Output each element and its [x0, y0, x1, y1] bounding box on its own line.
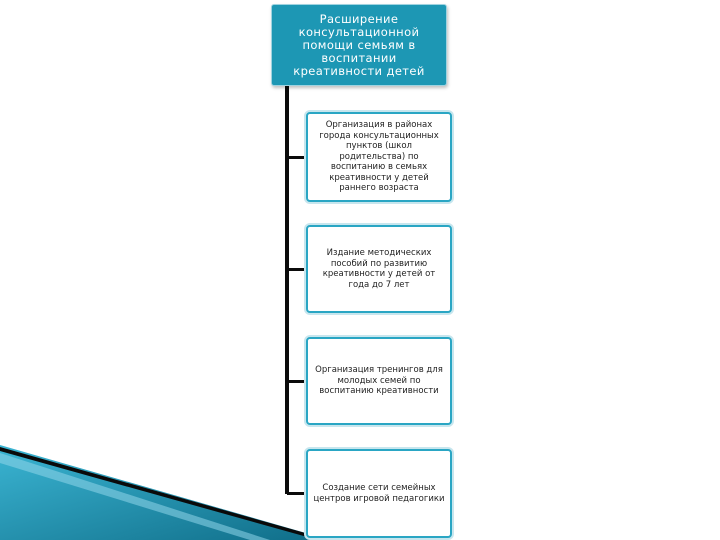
root-node-label: Расширение консультационной помощи семьям в воспитании креативности детей	[293, 11, 425, 78]
root-node	[271, 4, 447, 86]
child-node-label: Организация тренингов для молодых семей по воспитанию креативности	[315, 365, 443, 397]
corner-triangle	[0, 445, 330, 540]
child-node-label: Издание методических пособий по развитию креативности у детей от года до 7 лет	[322, 248, 436, 290]
child-node-1	[306, 112, 452, 202]
child-node-2	[306, 225, 452, 313]
connector-trunk	[285, 86, 289, 494]
corner-decoration	[0, 445, 330, 540]
child-node-label: Организация в районах города консультационных пунктов (школ родительства) по воспитанию в семьях креативности у детей раннего возраста	[319, 120, 439, 194]
child-node-label: Создание сети семейных центров игровой педагогики	[313, 483, 445, 504]
child-node-4	[306, 449, 452, 538]
child-node-3	[306, 337, 452, 425]
